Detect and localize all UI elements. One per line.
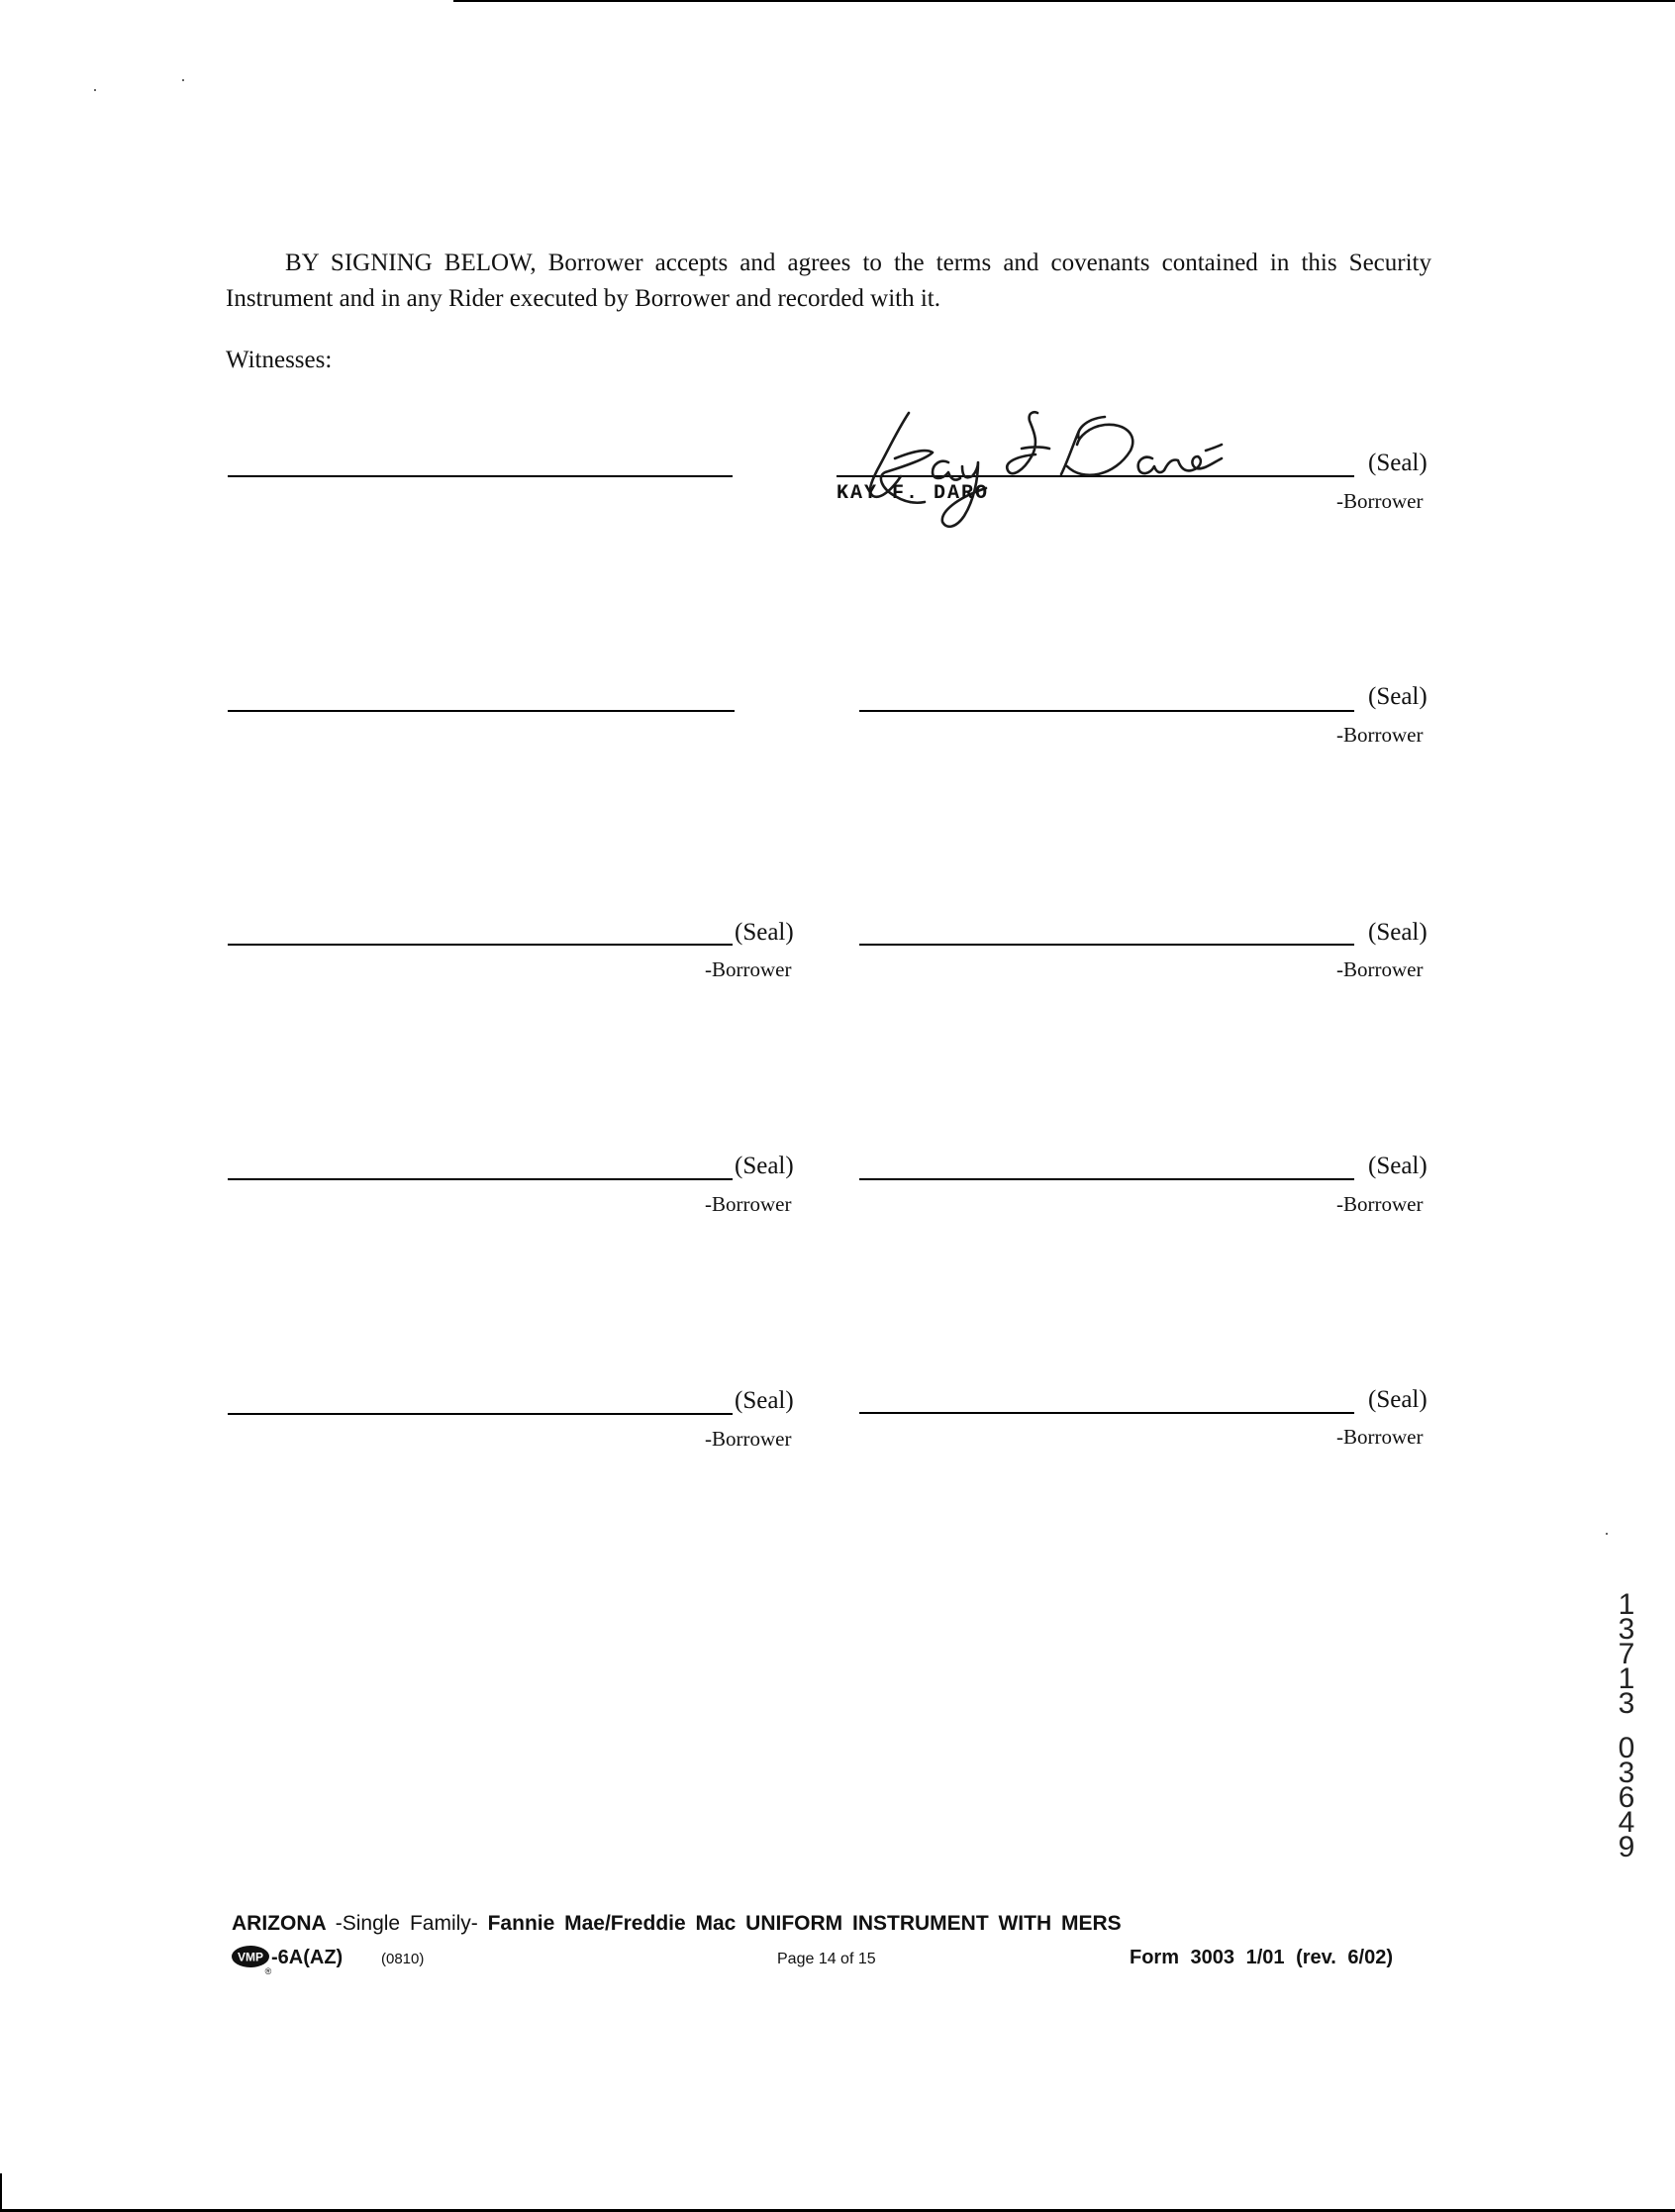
- seal-label-7: (Seal): [735, 1387, 794, 1414]
- seal-label-5: (Seal): [735, 1153, 794, 1179]
- borrower-signature-line-8[interactable]: [859, 1412, 1354, 1414]
- seal-label-3: (Seal): [735, 919, 794, 946]
- borrower-signature-line-2[interactable]: [859, 710, 1354, 712]
- borrower-handwritten-signature: [838, 401, 1224, 540]
- seal-label-6: (Seal): [1368, 1153, 1428, 1179]
- form-number: Form 3003 1/01 (rev. 6/02): [1130, 1947, 1393, 1968]
- signing-statement: [226, 246, 1431, 317]
- scan-speck: [94, 89, 96, 91]
- scan-speck: [1606, 1533, 1608, 1535]
- borrower-signature-line-7[interactable]: [228, 1413, 733, 1415]
- stamp-digit: 4: [1618, 1806, 1635, 1839]
- borrower-label-2: -Borrower: [1336, 723, 1424, 747]
- scan-speck: [182, 79, 184, 81]
- borrower-label-3: -Borrower: [705, 957, 792, 981]
- form-version: (0810): [381, 1951, 425, 1967]
- stamp-digit: 7: [1618, 1638, 1635, 1670]
- stamp-digit: 0: [1618, 1732, 1635, 1764]
- borrower-label-7: -Borrower: [705, 1427, 792, 1451]
- borrower-label-5: -Borrower: [705, 1192, 792, 1216]
- form-instrument-title: Fannie Mae/Freddie Mac UNIFORM INSTRUMENT WITH MERS: [487, 1912, 1122, 1935]
- witness-signature-line-1[interactable]: [228, 475, 733, 477]
- seal-label-2: (Seal): [1368, 683, 1428, 710]
- borrower-label-6: -Borrower: [1336, 1192, 1424, 1216]
- seal-label-4: (Seal): [1368, 919, 1428, 946]
- stamp-digit: 6: [1618, 1781, 1635, 1814]
- svg-text:VMP: VMP: [237, 1950, 264, 1964]
- stamp-digit: 3: [1618, 1757, 1635, 1789]
- page-number: Page 14 of 15: [777, 1951, 876, 1967]
- borrower-printed-name: KAY F. DARO: [837, 482, 990, 505]
- borrower-label-1: -Borrower: [1336, 489, 1424, 513]
- stamp-digit: 1: [1618, 1588, 1635, 1621]
- seal-label-8: (Seal): [1368, 1386, 1428, 1413]
- form-title: [232, 1912, 1122, 1936]
- stamp-digit: 3: [1618, 1613, 1635, 1646]
- borrower-label-8: -Borrower: [1336, 1425, 1424, 1449]
- witness-signature-line-2[interactable]: [228, 710, 735, 712]
- seal-label-1: (Seal): [1368, 450, 1428, 476]
- witnesses-label: Witnesses:: [226, 347, 333, 373]
- borrower-signature-line-5[interactable]: [228, 1178, 733, 1180]
- stamp-digit: 1: [1618, 1662, 1635, 1695]
- left-border-mark: [0, 2173, 2, 2212]
- form-property-type: -Single Family-: [335, 1912, 478, 1935]
- borrower-signature-line-6[interactable]: [859, 1178, 1354, 1180]
- recording-number-stamp: [1612, 1588, 1641, 1863]
- vmp-logo-icon: [231, 1943, 272, 1976]
- stamp-digit: 3: [1618, 1687, 1635, 1720]
- borrower-label-4: -Borrower: [1336, 957, 1424, 981]
- top-border-line: [453, 0, 1675, 2]
- borrower-signature-line-3[interactable]: [228, 944, 733, 946]
- borrower-signature-line-4[interactable]: [859, 944, 1354, 946]
- stamp-digit: 9: [1618, 1831, 1635, 1863]
- svg-text:®: ®: [264, 1966, 272, 1976]
- form-state: ARIZONA: [232, 1912, 326, 1935]
- form-code: -6A(AZ): [271, 1947, 344, 1968]
- signing-statement-text: BY SIGNING BELOW, Borrower accepts and agrees to the terms and covenants contained in this Security Instrument and in any Rider executed by Borrower and recorded with it.: [226, 250, 1431, 312]
